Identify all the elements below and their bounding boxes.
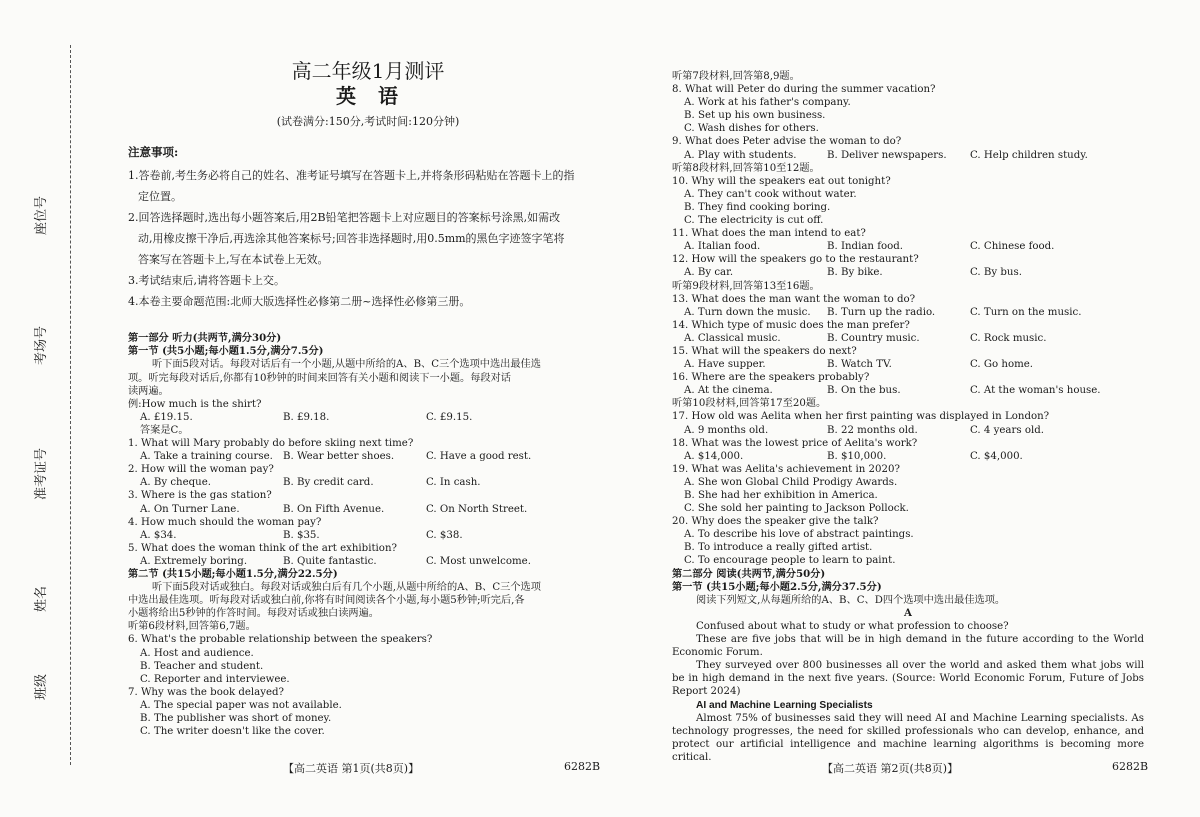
material-label: 听第10段材料,回答第17至20题。 bbox=[672, 398, 827, 410]
instruction-line: 小题将给出5秒钟的作答时间。每段对话或独白读两遍。 bbox=[128, 608, 379, 620]
page-footer-right: 【高二英语 第2页(共8页)】 bbox=[822, 762, 959, 775]
question-item: 8. What will Peter do during the summer vacation? A. Work at his father's company. B. Set up his own business. C. Wash dishes for others. bbox=[672, 84, 936, 135]
question-item: 18. What was the lowest price of Aelita's work? A. $14,000. B. $10,000. C. $4,000. bbox=[672, 437, 1023, 462]
instruction-line: 读两遍。 bbox=[128, 385, 169, 397]
part2-section1-heading: 第一节 (共15小题;每小题2.5分,满分37.5分) bbox=[672, 580, 882, 593]
question-item: 11. What does the man intend to eat? A. Italian food. B. Indian food. C. Chinese food. bbox=[672, 228, 1055, 253]
question-item: 13. What does the man want the woman to do? A. Turn down the music. B. Turn up the radio. C. Turn on the music. bbox=[672, 293, 1082, 318]
question-item: 20. Why does the speaker give the talk? A. To describe his love of abstract paintings. B. To introduce a really gifted artist. C. To encourage people to learn to paint. bbox=[672, 516, 914, 567]
notice-line: 3.考试结束后,请将答题卡上交。 bbox=[128, 274, 285, 288]
page-2 bbox=[672, 70, 1144, 764]
material-label: 听第8段材料,回答第10至12题。 bbox=[672, 162, 820, 174]
passage-subheading: AI and Machine Learning Specialists bbox=[696, 699, 873, 711]
dashed-cut-line bbox=[70, 45, 71, 765]
passage-paragraph: Confused about what to study or what profession to choose? bbox=[696, 620, 1009, 632]
binding-gutter bbox=[0, 0, 110, 817]
question-item: 16. Where are the speakers probably? A. At the cinema. B. On the bus. C. At the woman's house. bbox=[672, 372, 1101, 397]
notice-list bbox=[128, 165, 608, 312]
question-item: 2. How will the woman pay? A. By cheque. B. By credit card. C. In cash. bbox=[128, 464, 481, 489]
instruction-line: 听下面5段对话。每段对话后有一个小题,从题中所给的A、B、C三个选项中选出最佳选 bbox=[152, 359, 541, 371]
example-question: 例:How much is the shirt? bbox=[128, 398, 262, 410]
class-field: 班级 bbox=[34, 673, 49, 700]
material-label: 听第9段材料,回答第13至16题。 bbox=[672, 280, 820, 292]
example-options: A. £19.15. B. £9.18. C. £9.15. bbox=[140, 411, 473, 423]
notice-line: 4.本卷主要命题范围:北师大版选择性必修第二册~选择性必修第三册。 bbox=[128, 295, 471, 309]
instruction-line: 听下面5段对话或独白。每段对话或独白后有几个小题,从题中所给的A、B、C三个选项 bbox=[152, 582, 541, 594]
notice-line: 答案写在答题卡上,写在本试卷上无效。 bbox=[138, 253, 329, 267]
question-item: 6. What's the probable relationship between the speakers? A. Host and audience. B. Teacher and student. C. Reporter and interviewee. bbox=[128, 634, 433, 685]
exam-subject: 英语 bbox=[336, 84, 420, 108]
page-code-left: 6282B bbox=[564, 760, 601, 773]
question-item: 15. What will the speakers do next? A. Have supper. B. Watch TV. C. Go home. bbox=[672, 345, 1034, 371]
question-item: 19. What was Aelita's achievement in 2020? A. She won Global Child Prodigy Awards. B. She had her exhibition in America. C. She sold her painting to Jackson Pollock. bbox=[672, 463, 909, 515]
part2-instruction: 阅读下列短文,从每题所给的A、B、C、D四个选项中选出最佳选项。 bbox=[696, 594, 1006, 606]
page-1 bbox=[128, 52, 608, 738]
question-item: 5. What does the woman think of the art exhibition? A. Extremely boring. B. Quite fantastic. C. Most unwelcome. bbox=[128, 542, 531, 567]
part2-heading: 第二部分 阅读(共两节,满分50分) bbox=[672, 567, 826, 580]
page-code-right: 6282B bbox=[1112, 760, 1149, 773]
material-label: 听第6段材料,回答第6,7题。 bbox=[128, 621, 256, 633]
question-item: 1. What will Mary probably do before skiing next time? A. Take a training course. B. Wear better shoes. C. Have a good rest. bbox=[128, 438, 532, 463]
passage-letter: A bbox=[904, 606, 912, 619]
part1-section2-heading: 第二节 (共15小题;每小题1.5分,满分22.5分) bbox=[128, 567, 338, 580]
page-footer-left: 【高二英语 第1页(共8页)】 bbox=[283, 762, 420, 775]
example-answer: 答案是C。 bbox=[140, 424, 189, 436]
question-item: 4. How much should the woman pay? A. $34. B. $35. C. $38. bbox=[128, 516, 463, 541]
exam-title: 高二年级1月测评 bbox=[291, 59, 445, 83]
passage-paragraph: Almost 75% of businesses said they will need AI and Machine Learning specialists. As technology progresses, the need for skilled professionals who can develop, enhance, and protect our artificial intelligence and machine learning algorithms is becoming more critical. bbox=[672, 712, 1144, 763]
admission-number-field: 准考证号 bbox=[34, 447, 49, 500]
instruction-line: 项。听完每段对话后,你都有10秒钟的时间来回答有关小题和阅读下一小题。每段对话 bbox=[128, 372, 511, 384]
seat-number-field: 座位号 bbox=[34, 195, 49, 235]
question-item: 12. How will the speakers go to the restaurant? A. By car. B. By bike. C. By bus. bbox=[672, 254, 1022, 279]
passage-paragraph: These are five jobs that will be in high demand in the future according to the World Economic Forum. bbox=[672, 634, 1144, 659]
part1-heading: 第一部分 听力(共两节,满分30分) bbox=[128, 332, 282, 345]
exam-info: (试卷满分:150分,考试时间:120分钟) bbox=[276, 115, 460, 129]
question-item: 7. Why was the book delayed? A. The special paper was not available. B. The publisher was short of money. C. The writer doesn't like the cover. bbox=[128, 686, 342, 738]
material-label: 听第7段材料,回答第8,9题。 bbox=[672, 71, 800, 82]
instruction-line: 中选出最佳选项。听每段对话或独白前,你将有时间阅读各个小题,每小题5秒钟;听完后,各 bbox=[128, 595, 525, 607]
name-field: 姓名 bbox=[34, 585, 49, 612]
question-item: 10. Why will the speakers eat out tonight? A. They can't cook without water. B. They find cooking boring. C. The electricity is cut off. bbox=[672, 175, 891, 227]
part1-section1-heading: 第一节 (共5小题;每小题1.5分,满分7.5分) bbox=[128, 345, 324, 358]
passage-paragraph: They surveyed over 800 businesses all over the world and asked them what jobs will be in high demand in the next five years. (Source: World Economic Forum, Future of Jobs Report 2024) bbox=[672, 660, 1144, 698]
question-item: 3. Where is the gas station? A. On Turner Lane. B. On Fifth Avenue. C. On North Street. bbox=[128, 490, 528, 515]
question-item: 14. Which type of music does the man prefer? A. Classical music. B. Country music. C. Rock music. bbox=[672, 319, 1047, 344]
notice-line: 1.答卷前,考生务必将自己的姓名、准考证号填写在答题卡上,并将条形码粘贴在答题卡上的指 bbox=[128, 169, 575, 183]
notice-line: 定位置。 bbox=[138, 190, 182, 204]
notice-line: 2.回答选择题时,选出每小题答案后,用2B铅笔把答题卡上对应题目的答案标号涂黑,如需改 bbox=[128, 211, 561, 225]
exam-room-field: 考场号 bbox=[34, 325, 49, 365]
notice-heading: 注意事项: bbox=[128, 145, 179, 160]
question-item: 17. How old was Aelita when her first painting was displayed in London? A. 9 months old. B. 22 months old. C. 4 years old. bbox=[672, 411, 1050, 436]
notice-line: 动,用橡皮擦干净后,再选涂其他答案标号;回答非选择题时,用0.5mm的黑色字迹签字笔将 bbox=[138, 232, 565, 246]
question-item: 9. What does Peter advise the woman to do? A. Play with students. B. Deliver newspapers. C. Help children study. bbox=[672, 136, 1088, 161]
